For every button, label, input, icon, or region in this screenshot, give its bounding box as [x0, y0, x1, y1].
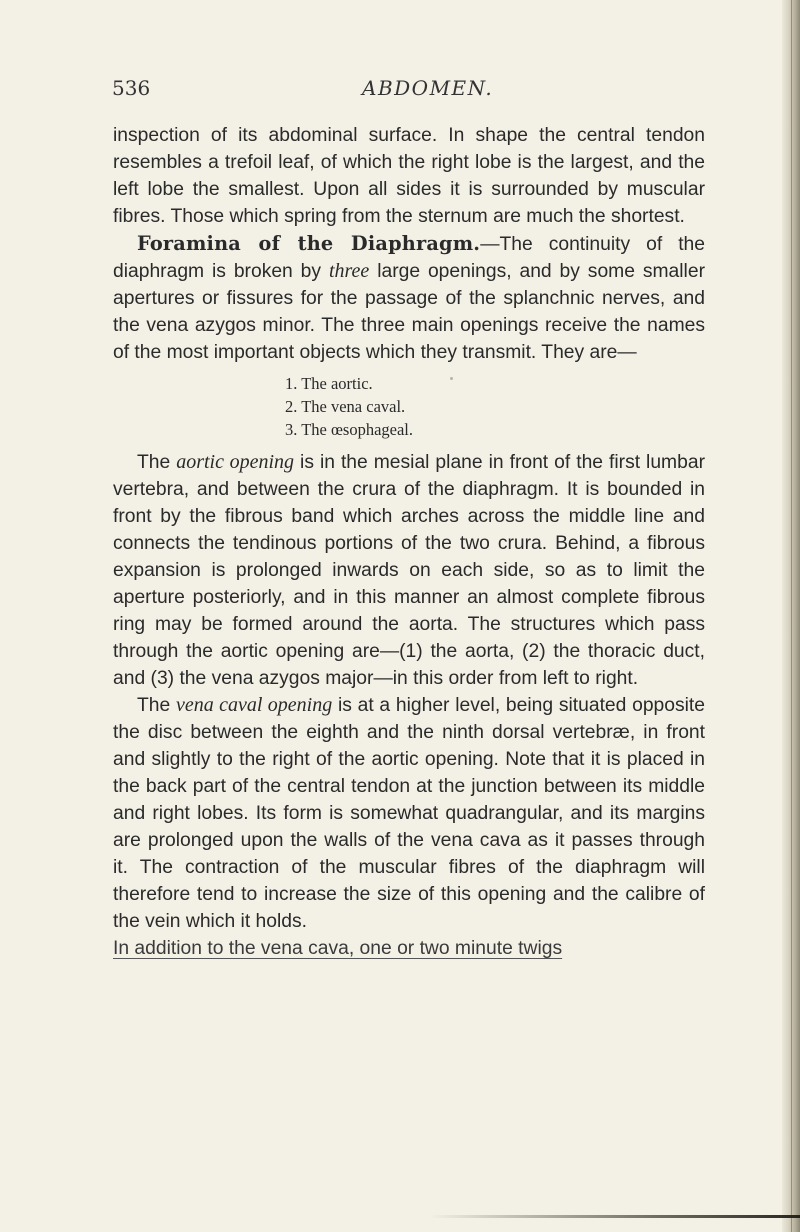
- page-edge: [782, 0, 800, 1232]
- caval-text-b: is at a higher level, being situated opposite the disc between the eighth and the ninth dorsal vertebræ, in front and slightly to the right of the aortic opening. Note that it is placed in the back part of the central tendon at the junction between its middle and right lobes. Its form is somewhat quadrangular, and its margins are prolonged upon the walls of the vena cava as it passes through it. The contraction of the muscular fibres of the diaphragm will therefore tend to increase the size of this opening and the calibre of the vein which it holds.: [113, 695, 705, 932]
- list-item: 1. The aortic.: [285, 374, 373, 393]
- caval-emphasis: vena caval opening: [175, 694, 333, 716]
- paragraph-caval-opening: [113, 692, 705, 935]
- page-shadow: [430, 1215, 800, 1218]
- paragraph-foramina: [113, 230, 705, 366]
- paragraph-continuation: In addition to the vena cava, one or two minute twigs: [113, 938, 563, 959]
- caval-text-a: The: [137, 695, 176, 716]
- aortic-emphasis: aortic opening: [176, 451, 295, 473]
- aortic-text-b: is in the mesial plane in front of the first lumbar vertebra, and between the crura of the diaphragm. It is bounded in front by the fibrous band which arches across the middle line and connects the tendinous portions of the two crura. Behind, a fibrous expansion is prolonged inwards on each side, so as to limit the aperture posteriorly, and in this manner an almost complete fibrous ring may be formed around the aorta. The structures which pass through the aortic opening are—(1) the aorta, (2) the thoracic duct, and (3) the vena azygos major—in this order from left to right.: [113, 452, 705, 689]
- paragraph-aortic-opening: [113, 449, 705, 692]
- openings-list: [113, 372, 705, 441]
- running-title: ABDOMEN.: [362, 76, 494, 100]
- page-header: [112, 76, 702, 106]
- paragraph-central-tendon: inspection of its abdominal surface. In shape the central tendon resembles a trefoil leaf, of which the right lobe is the largest, and the left lobe the smallest. Upon all sides it is surrounded by muscular fibres. Those which spring from the sternum are much the shortest.: [113, 125, 705, 227]
- sidehead-foramina: Foramina of the Diaphragm.: [137, 232, 481, 255]
- foramina-text-a: —The continuity of the diaphragm is broken by: [113, 234, 705, 282]
- list-item: 3. The œsophageal.: [285, 420, 413, 439]
- aortic-text-a: The: [137, 452, 177, 473]
- list-item: 2. The vena caval.: [285, 397, 406, 416]
- foramina-text-b: large openings, and by some smaller apertures or fissures for the passage of the splanchnic nerves, and the vena azygos minor. The three main openings receive the names of the most important objects which they transmit. They are—: [113, 261, 705, 363]
- body-text: [113, 122, 705, 962]
- foramina-emphasis: three: [328, 260, 370, 282]
- page-number: 536: [112, 76, 151, 100]
